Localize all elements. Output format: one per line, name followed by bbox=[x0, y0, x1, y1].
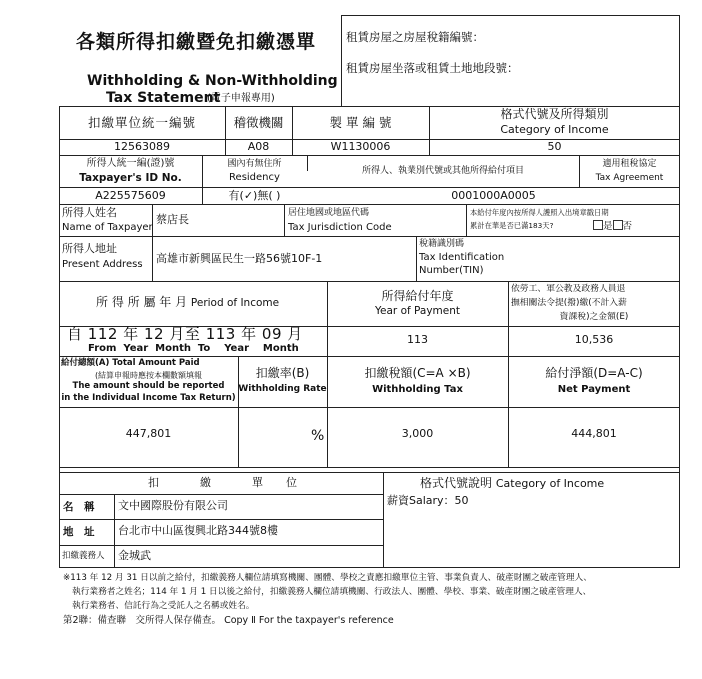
title-en-note: (電子申報專用) bbox=[207, 93, 275, 104]
period-label bbox=[96, 296, 279, 310]
tin-label-en-1: Tax Identification bbox=[419, 252, 505, 263]
total-label-2: (結算申報時應按本欄數額填報 bbox=[94, 371, 203, 380]
year-of-payment-value: 113 bbox=[407, 333, 428, 346]
unit-id-value: 12563089 bbox=[114, 140, 170, 153]
category-label-zh: 格式代號及所得類別 bbox=[500, 107, 609, 121]
total-label-1: 給付總額(A) Total Amount Paid bbox=[61, 358, 200, 368]
pension-label-1: 依勞工、軍公教及政務人員退 bbox=[511, 284, 626, 294]
rate-label-en: Withholding Rate bbox=[238, 384, 327, 394]
category-label-en: Category of Income bbox=[500, 123, 609, 136]
address-label-en: Present Address bbox=[62, 259, 143, 270]
rate-label-zh: 扣繳率(B) bbox=[255, 366, 310, 380]
title-en-1: Withholding & Non-Withholding bbox=[87, 73, 338, 89]
residency-label-zh: 國內有無住所 bbox=[227, 159, 282, 169]
taxpayer-address-value: 高雄市新興區民生一路56號10F-1 bbox=[156, 252, 323, 265]
agency-value: A08 bbox=[247, 140, 270, 153]
tax-label-en: Withholding Tax bbox=[372, 384, 463, 395]
period-sub-en: From Year Month To Year Month bbox=[88, 343, 299, 354]
obligor-value: 金城武 bbox=[118, 549, 151, 562]
no-checkbox[interactable] bbox=[613, 220, 623, 230]
obligor-label: 扣繳義務人 bbox=[62, 551, 105, 561]
residency-label-en: Residency bbox=[229, 172, 280, 183]
period-year-word-1: 年 bbox=[123, 325, 139, 343]
agency-label: 稽徵機關 bbox=[233, 115, 284, 130]
copy-label: 第2聯：備查聯 交所得人保存備查。 Copy Ⅱ For the taxpayer's reference bbox=[63, 615, 394, 626]
withholder-header-4: 位 bbox=[286, 476, 297, 489]
period-from-year: 112 bbox=[87, 325, 118, 343]
net-label-zh: 給付淨額(D=A-C) bbox=[545, 366, 643, 380]
days-note-1: 本給付年度內按所得人護照入出境章戳日期 bbox=[470, 208, 609, 217]
period-month-word: 月 bbox=[287, 325, 303, 343]
period-label-en: Period of Income bbox=[190, 297, 280, 309]
tax-agreement-label-en: Tax Agreement bbox=[595, 173, 664, 183]
period-from-label: 自 bbox=[67, 325, 83, 343]
jurisdiction-label-en: Tax Jurisdiction Code bbox=[288, 222, 392, 233]
no-label: 否 bbox=[622, 221, 633, 232]
taxpayer-name-value: 蔡店長 bbox=[156, 213, 189, 226]
total-label-3: The amount should be reported bbox=[72, 381, 225, 391]
period-from-month: 12 bbox=[144, 325, 165, 343]
withholder-name-label: 名 稱 bbox=[63, 501, 95, 513]
category-desc-label bbox=[420, 477, 604, 491]
unit-id-label: 扣繳單位統一編號 bbox=[87, 115, 196, 130]
net-label-en: Net Payment bbox=[557, 384, 631, 395]
net-payment-value: 444,801 bbox=[571, 427, 617, 440]
category-desc-label-en: Category of Income bbox=[495, 477, 605, 490]
yes-checkbox[interactable] bbox=[593, 220, 603, 230]
address-label-zh: 所得人地址 bbox=[62, 242, 117, 255]
period-label-zh: 所 得 所 屬 年 月 bbox=[96, 295, 188, 309]
tin-label-en-2: Number(TIN) bbox=[419, 265, 484, 276]
jurisdiction-label-zh: 居住地國或地區代碼 bbox=[288, 208, 370, 218]
taxpayer-id-label-en: Taxpayer's ID No. bbox=[79, 172, 182, 184]
period-to-year: 113 bbox=[205, 325, 236, 343]
pension-amount-value: 10,536 bbox=[574, 333, 614, 346]
category-desc-label-zh: 格式代號說明 bbox=[420, 476, 493, 490]
name-label-zh: 所得人姓名 bbox=[62, 206, 117, 219]
days-note-2: 累計在華是否已滿183天? bbox=[470, 221, 554, 230]
year-payment-label-en: Year of Payment bbox=[375, 305, 460, 317]
payment-item-value: 0001000A0005 bbox=[451, 189, 536, 202]
withholder-address-label: 地 址 bbox=[63, 526, 95, 538]
period-year-word-2: 年 bbox=[241, 325, 257, 343]
withholder-name-value: 文中國際股份有限公司 bbox=[118, 499, 228, 512]
category-desc-value: 薪資Salary：50 bbox=[387, 494, 469, 507]
total-label-4: in the Individual Income Tax Return) bbox=[61, 393, 236, 403]
withholder-header-1: 扣 bbox=[148, 476, 159, 489]
period-to-month: 09 bbox=[261, 325, 282, 343]
taxpayer-id-label-zh: 所得人統一編(證)號 bbox=[86, 158, 175, 169]
withholder-address-value: 台北市中山區復興北路344號8樓 bbox=[118, 524, 278, 537]
period-values bbox=[67, 326, 303, 343]
category-code-value: 50 bbox=[547, 140, 562, 153]
withholder-header-2: 繳 bbox=[200, 476, 211, 489]
rental-location-label: 租賃房屋坐落或租賃土地地段號： bbox=[346, 61, 519, 75]
withholding-tax-value: 3,000 bbox=[401, 427, 434, 440]
tax-agreement-label-zh: 適用租稅協定 bbox=[602, 159, 657, 169]
residency-value: 有(✓)無( ) bbox=[228, 189, 281, 202]
footer-note-2: 執行業務者之姓名；114 年 1 月 1 日以後之給付，扣繳義務人欄位請填機關、行政法人、團體、學校、事業、破產財團之破產管理人、 bbox=[72, 587, 592, 597]
withholder-header-3: 單 bbox=[252, 476, 263, 489]
serial-value: W1130006 bbox=[330, 140, 391, 153]
name-label-en: Name of Taxpayer bbox=[62, 222, 153, 233]
yes-label: 是 bbox=[603, 221, 613, 232]
rental-tax-no-label: 租賃房屋之房屋稅籍編號： bbox=[346, 30, 484, 44]
title-en-2: Tax Statement bbox=[106, 90, 221, 106]
footer-note-3: 執行業務者、信託行為之受託人之名稱或姓名。 bbox=[72, 601, 255, 611]
pension-label-2: 撫相關法令提(撥)繳(不計入薪 bbox=[511, 298, 627, 308]
pension-label-3: 資課稅)之金額(E) bbox=[559, 312, 629, 322]
tax-label-zh: 扣繳稅額(C=A ×B) bbox=[364, 366, 471, 380]
total-amount-value: 447,801 bbox=[125, 427, 172, 440]
payment-item-label: 所得人、執業別代號或其他所得給付項目 bbox=[361, 166, 524, 176]
year-payment-label-zh: 所得給付年度 bbox=[381, 289, 454, 303]
serial-label: 製 單 編 號 bbox=[329, 115, 392, 130]
rate-unit: % bbox=[311, 428, 325, 444]
footer-note-1: ※113 年 12 月 31 日以前之給付，扣繳義務人欄位請填寫機關、團體、學校之責應扣繳單位主管、事業負責人、破產財團之破產管理人、 bbox=[63, 573, 592, 583]
tin-label-zh: 稅籍識別碼 bbox=[419, 239, 465, 249]
days-checkboxes bbox=[593, 220, 632, 233]
title-zh: 各類所得扣繳暨免扣繳憑單 bbox=[76, 31, 317, 53]
period-to-label: 月至 bbox=[169, 325, 201, 343]
taxpayer-id-value: A225575609 bbox=[95, 189, 166, 202]
